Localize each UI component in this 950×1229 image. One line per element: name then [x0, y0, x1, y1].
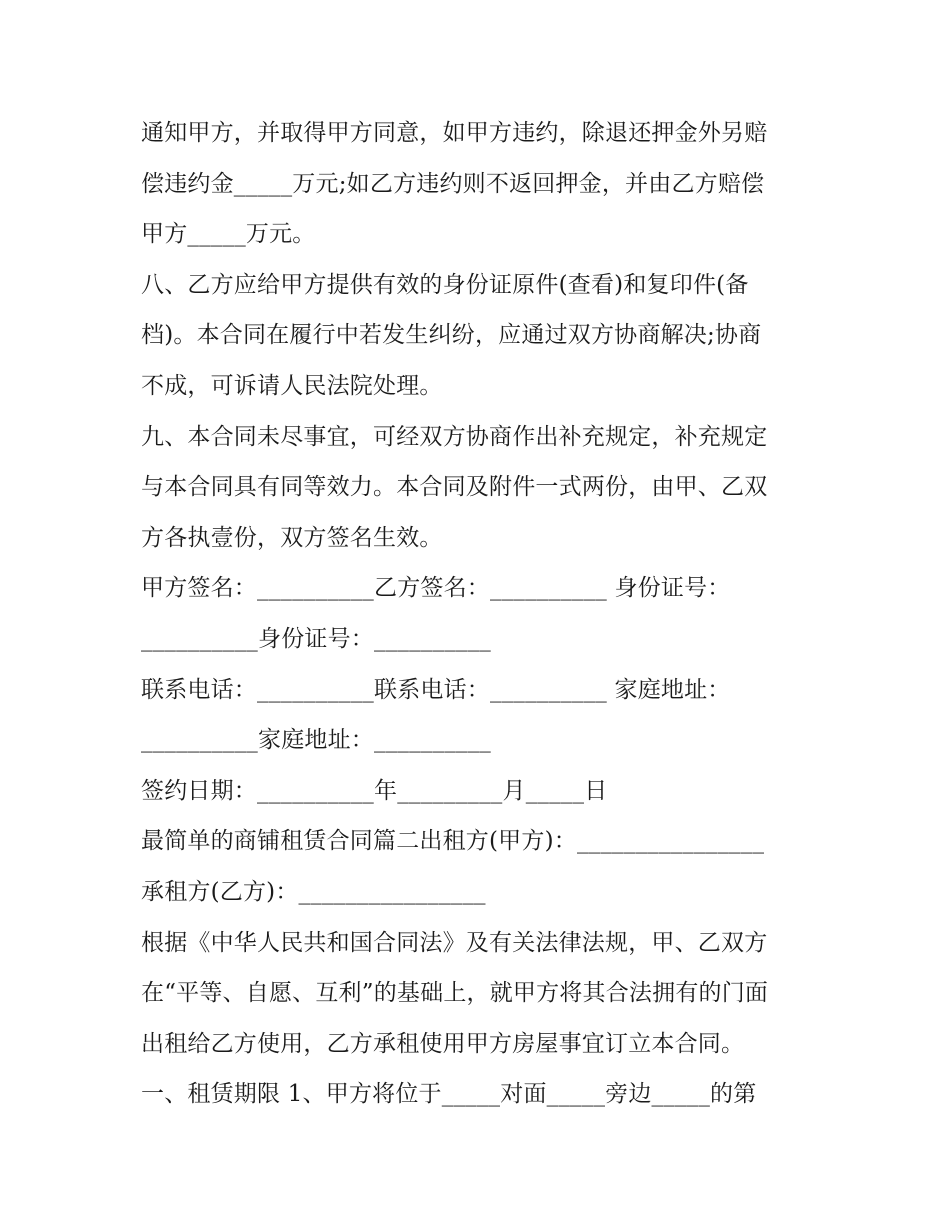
sign-date-line: 签约日期：__________年_________月_____日 — [141, 777, 608, 804]
phone-line: 联系电话：__________联系电话：__________ 家庭地址： — [141, 676, 731, 703]
text-line: 不成，可诉请人民法院处理。 — [141, 372, 443, 399]
text-line: 甲方_____万元。 — [141, 221, 316, 248]
lessee-line: 承租方(乙方)：________________ — [141, 878, 486, 905]
clause-eight: 八、乙方应给甲方提供有效的身份证原件(查看)和复印件(备 — [141, 271, 749, 298]
section-two-title: 最简单的商铺租赁合同篇二出租方(甲方)：________________ — [141, 828, 765, 855]
text-line: 在“平等、自愿、互利”的基础上，就甲方将其合法拥有的门面 — [141, 980, 769, 1007]
clause-nine: 九、本合同未尽事宜，可经双方协商作出补充规定，补充规定 — [141, 423, 768, 450]
text-line: 根据《中华人民共和国合同法》及有关法律法规，甲、乙双方 — [141, 929, 768, 956]
document-body — [141, 108, 821, 1120]
text-line: 通知甲方，并取得甲方同意，如甲方违约，除退还押金外另赔 — [141, 120, 768, 146]
text-line: 偿违约金_____万元;如乙方违约则不返回押金，并由乙方赔偿 — [141, 170, 765, 197]
id-number-line: __________身份证号：__________ — [141, 625, 491, 652]
text-line: 与本合同具有同等效力。本合同及附件一式两份，由甲、乙双 — [141, 474, 768, 501]
text-line: 方各执壹份，双方签名生效。 — [141, 524, 443, 551]
lease-term-clause: 一、租赁期限 1、甲方将位于_____对面_____旁边_____的第 — [141, 1081, 757, 1108]
text-line: 档)。本合同在履行中若发生纠纷，应通过双方协商解决;协商 — [141, 322, 762, 349]
address-line: __________家庭地址：__________ — [141, 727, 491, 754]
signature-line: 甲方签名：__________乙方签名：__________ 身份证号： — [141, 575, 731, 602]
text-line: 出租给乙方使用，乙方承租使用甲方房屋事宜订立本合同。 — [141, 1030, 745, 1057]
